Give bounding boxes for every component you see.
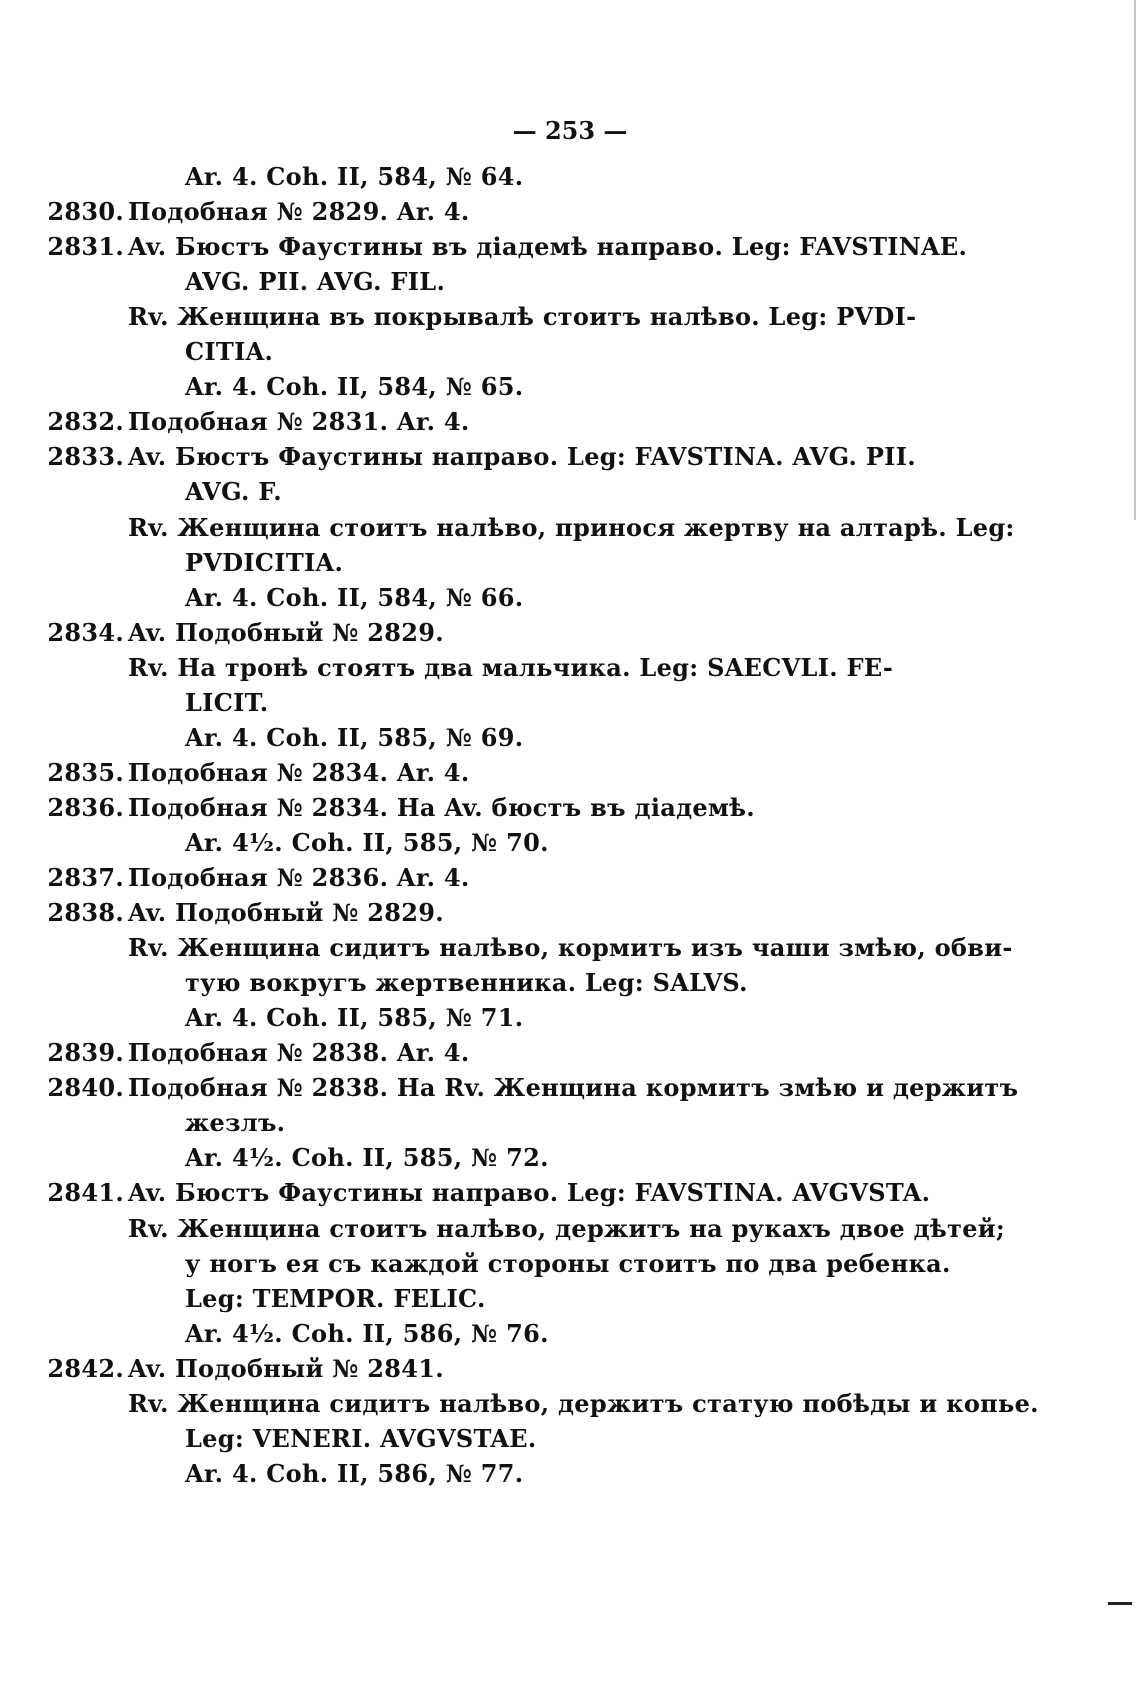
- entry-line: Подобная № 2834. Ar. 4.: [128, 758, 470, 787]
- entry-line: Ar. 4. Coh. II, 586, № 77.: [185, 1459, 524, 1488]
- entry-line: Leg: TEMPOR. FELIC.: [185, 1284, 486, 1313]
- margin-mark: [1108, 1602, 1132, 1605]
- entry-line: Подобная № 2829. Ar. 4.: [128, 197, 470, 226]
- entry-line: Av. Бюстъ Фаустины направо. Leg: FAVSTINA. AVG. PII.: [128, 442, 916, 471]
- entry-line: Ar. 4. Coh. II, 584, № 64.: [185, 162, 524, 191]
- entry-line: Подобная № 2838. Ar. 4.: [128, 1038, 470, 1067]
- entry-line: Av. Подобный № 2829.: [128, 618, 444, 647]
- entry-line: CITIA.: [185, 337, 274, 366]
- entry-line: Av. Бюстъ Фаустины въ діадемѣ направо. Leg: FAVSTINAE.: [128, 232, 968, 261]
- entry-line: Rv. Женщина сидитъ налѣво, кормитъ изъ чаши змѣю, обви-: [128, 933, 1013, 962]
- entry-number: 2831.: [47, 232, 124, 261]
- entry-number: 2839.: [47, 1038, 124, 1067]
- entry-line: Подобная № 2836. Ar. 4.: [128, 863, 470, 892]
- entry-line: Ar. 4. Coh. II, 585, № 69.: [185, 723, 524, 752]
- entry-number: 2835.: [47, 758, 124, 787]
- entry-number: 2838.: [47, 898, 124, 927]
- entry-line: Ar. 4. Coh. II, 584, № 65.: [185, 372, 524, 401]
- entry-line: Ar. 4. Coh. II, 585, № 71.: [185, 1003, 524, 1032]
- entry-number: 2841.: [47, 1178, 124, 1207]
- entry-line: жезлъ.: [185, 1108, 286, 1137]
- entry-line: Av. Подобный № 2841.: [128, 1354, 444, 1383]
- entry-number: 2840.: [47, 1073, 124, 1102]
- entry-number: 2834.: [47, 618, 124, 647]
- entry-number: 2836.: [47, 793, 124, 822]
- page-edge: [1134, 0, 1136, 520]
- entry-line: PVDICITIA.: [185, 548, 344, 577]
- entry-line: AVG. PII. AVG. FIL.: [185, 267, 446, 296]
- entry-line: Rv. На тронѣ стоятъ два мальчика. Leg: SAECVLI. FE-: [128, 653, 894, 682]
- entry-line: Rv. Женщина въ покрывалѣ стоитъ налѣво. Leg: PVDI-: [128, 302, 917, 331]
- entry-line: Подобная № 2831. Ar. 4.: [128, 407, 470, 436]
- entry-line: Ar. 4. Coh. II, 584, № 66.: [185, 583, 524, 612]
- entry-line: Av. Подобный № 2829.: [128, 898, 444, 927]
- entry-line: Rv. Женщина сидитъ налѣво, держитъ статую побѣды и копье.: [128, 1389, 1039, 1418]
- entry-number: 2837.: [47, 863, 124, 892]
- entry-line: Av. Бюстъ Фаустины направо. Leg: FAVSTINA. AVGVSTA.: [128, 1178, 931, 1207]
- page-number: — 253 —: [512, 116, 628, 145]
- entry-line: Leg: VENERI. AVGVSTAE.: [185, 1424, 537, 1453]
- entry-line: Rv. Женщина стоитъ налѣво, держитъ на рукахъ двое дѣтей;: [128, 1214, 1006, 1243]
- entry-line: Ar. 4½. Coh. II, 585, № 72.: [185, 1143, 549, 1172]
- entry-line: Rv. Женщина стоитъ налѣво, принося жертву на алтарѣ. Leg:: [128, 513, 1015, 542]
- entry-line: LICIT.: [185, 688, 269, 717]
- entry-line: Ar. 4½. Coh. II, 586, № 76.: [185, 1319, 549, 1348]
- entry-number: 2832.: [47, 407, 124, 436]
- entry-number: 2830.: [47, 197, 124, 226]
- entry-number: 2833.: [47, 442, 124, 471]
- entry-line: Подобная № 2838. На Rv. Женщина кормитъ змѣю и держитъ: [128, 1073, 1019, 1102]
- entry-line: Подобная № 2834. На Av. бюстъ въ діадемѣ.: [128, 793, 755, 822]
- entry-line: тую вокругъ жертвенника. Leg: SALVS.: [185, 968, 748, 997]
- entry-line: Ar. 4½. Coh. II, 585, № 70.: [185, 828, 549, 857]
- entry-line: у ногъ ея съ каждой стороны стоитъ по два ребенка.: [185, 1249, 951, 1278]
- entry-number: 2842.: [47, 1354, 124, 1383]
- entry-line: AVG. F.: [185, 477, 282, 506]
